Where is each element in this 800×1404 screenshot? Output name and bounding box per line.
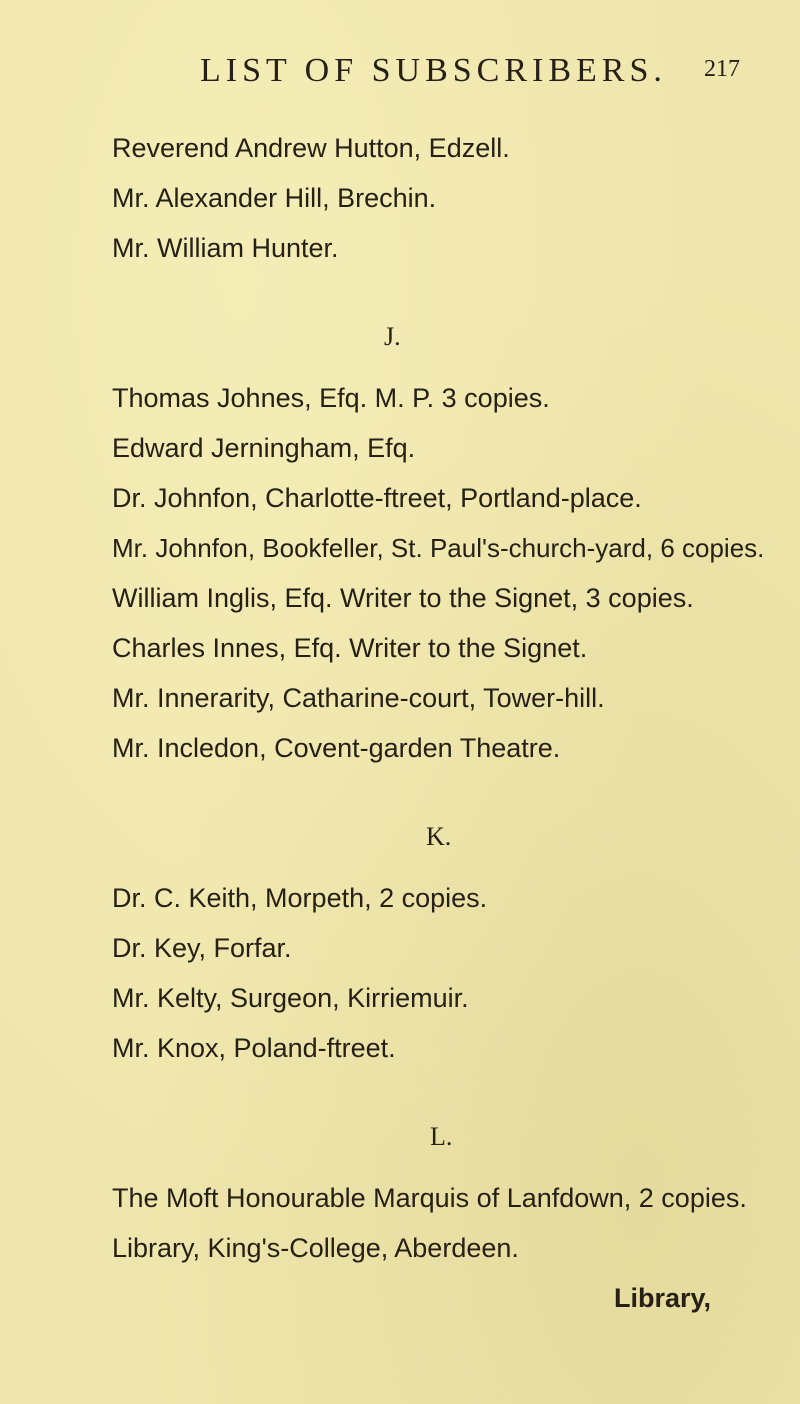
subscriber-entry: Dr. Johnfon, Charlotte-ftreet, Portland-place. [112,483,642,513]
subscriber-entry: Dr. Key, Forfar. [112,933,292,963]
subscriber-entry: Mr. Innerarity, Catharine-court, Tower-hill. [112,683,605,713]
subscriber-entry: William Inglis, Efq. Writer to the Signet, 3 copies. [112,583,694,613]
page-number: 217 [704,56,740,82]
subscriber-entry: Reverend Andrew Hutton, Edzell. [112,133,510,163]
subscriber-entry: Library, King's-College, Aberdeen. [112,1233,519,1263]
catchword: Library, [614,1283,712,1313]
section-letter-j: J. [384,322,401,351]
subscriber-entry: Mr. William Hunter. [112,233,339,263]
subscriber-entry: Mr. Knox, Poland-ftreet. [112,1033,396,1063]
subscriber-entry: Mr. Johnfon, Bookfeller, St. Paul's-church-yard, 6 copies. [112,533,765,563]
subscriber-entry: Thomas Johnes, Efq. M. P. 3 copies. [112,383,550,413]
section-letter-l: L. [430,1122,453,1151]
subscriber-entry: Edward Jerningham, Efq. [112,433,416,463]
page-title: LIST OF SUBSCRIBERS. [200,52,667,89]
subscriber-entry: Charles Innes, Efq. Writer to the Signet. [112,633,588,663]
subscriber-entry: The Moft Honourable Marquis of Lanfdown, 2 copies. [112,1183,747,1213]
subscriber-entry: Mr. Kelty, Surgeon, Kirriemuir. [112,983,469,1013]
subscriber-entry: Mr. Alexander Hill, Brechin. [112,183,437,213]
subscriber-entry: Dr. C. Keith, Morpeth, 2 copies. [112,883,488,913]
section-letter-k: K. [426,822,452,851]
subscriber-entry: Mr. Incledon, Covent-garden Theatre. [112,733,561,763]
page-header [200,52,760,92]
